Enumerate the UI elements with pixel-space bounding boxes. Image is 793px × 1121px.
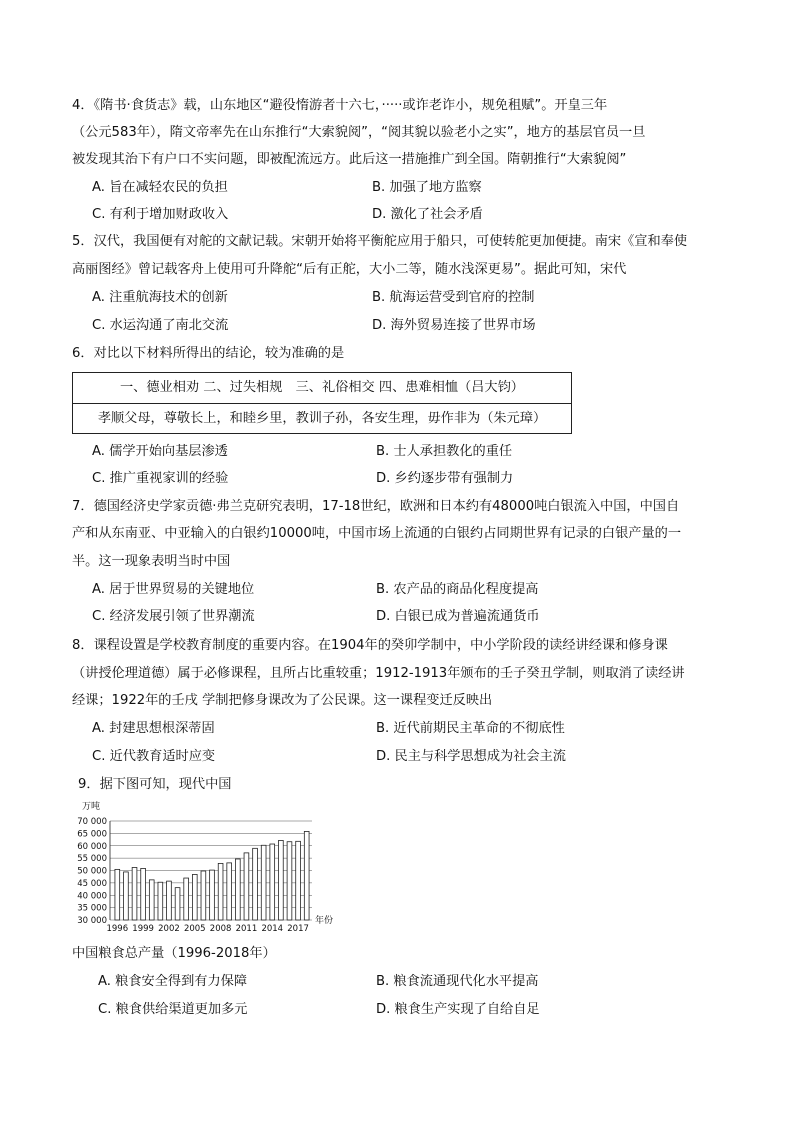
q6-material-row-1: 一、德业相劝 二、过失相规 三、礼俗相交 四、患难相恤（吕大钧）	[119, 380, 524, 395]
q4-option-d: D. 激化了社会矛盾	[372, 207, 483, 222]
chart-x-tick-label: 2017	[287, 924, 309, 934]
chart-y-tick-label: 45 000	[77, 878, 107, 889]
q8-line-2: （讲授伦理道德）属于必修课程，且所占比重较重；1912-1913年颁布的壬子癸丑学制，则取消了读经讲	[72, 666, 685, 681]
chart-x-tick-label: 2011	[235, 924, 258, 934]
q5-line-2: 高丽图经》曾记载客舟上使用可升降舵“后有正舵，大小二等，随水浅深更易”。据此可知，宋代	[72, 262, 627, 277]
q9-option-d: D. 粮食生产实现了自给自足	[376, 1002, 540, 1017]
q7-option-a: A. 居于世界贸易的关键地位	[92, 582, 255, 597]
q6-material-row-2: 孝顺父母，尊敬长上，和睦乡里，教训子孙，各安生理，毋作非为（朱元璋）	[97, 411, 547, 426]
chart-bar-2002	[167, 881, 172, 920]
q7-option-d: D. 白银已成为普遍流通货币	[376, 609, 540, 624]
q8-option-c: C. 近代教育适时应变	[92, 749, 216, 764]
q5-option-d: D. 海外贸易连接了世界市场	[372, 318, 536, 333]
chart-y-tick-label: 70 000	[77, 817, 107, 827]
chart-y-tick-label: 40 000	[77, 891, 107, 902]
q8-option-a: A. 封建思想根深蒂固	[92, 721, 215, 736]
chart-bar-2005	[192, 874, 197, 920]
q9-option-c: C. 粮食供给渠道更加多元	[98, 1002, 248, 1017]
chart-bar-2012	[253, 848, 258, 920]
q5-option-b: B. 航海运营受到官府的控制	[372, 290, 535, 305]
q7-option-c: C. 经济发展引领了世界潮流	[92, 609, 255, 624]
chart-bar-2013	[261, 845, 266, 920]
q8-option-b: B. 近代前期民主革命的不彻底性	[376, 721, 565, 736]
q7-option-b: B. 农产品的商品化程度提高	[376, 582, 539, 597]
chart-bar-1998	[132, 867, 137, 920]
chart-x-tick-label: 1996	[106, 924, 129, 934]
chart-x-tick-label: 2002	[158, 924, 180, 934]
chart-bar-2014	[270, 844, 275, 920]
q6-option-a: A. 儒学开始向基层渗透	[92, 444, 228, 459]
chart-y-tick-label: 30 000	[77, 916, 107, 926]
q4-option-b: B. 加强了地方监察	[372, 180, 482, 195]
chart-y-tick-label: 60 000	[77, 841, 107, 852]
q9-stem: 9．据下图可知，现代中国	[78, 777, 232, 792]
q9-option-b: B. 粮食流通现代化水平提高	[376, 974, 539, 989]
chart-x-tick-label: 2005	[183, 924, 206, 934]
q4-line-1: 4．《隋书·食货志》载，山东地区“避役惰游者十六七，·····或诈老诈小，规免租赋”。开皇三年	[72, 98, 608, 113]
chart-bar-2010	[235, 859, 240, 920]
q8-option-d: D. 民主与科学思想成为社会主流	[376, 749, 566, 764]
chart-x-tick-label: 1999	[132, 924, 154, 934]
q5-option-a: A. 注重航海技术的创新	[92, 290, 228, 305]
chart-y-tick-label: 50 000	[77, 866, 107, 877]
chart-bar-2008	[218, 863, 223, 920]
chart-bar-2006	[201, 871, 206, 920]
chart-y-tick-label: 65 000	[77, 829, 107, 840]
q6-material-table	[72, 372, 572, 434]
q6-option-c: C. 推广重视家训的经验	[92, 471, 229, 486]
q8-line-3: 经课；1922年的壬戌 学制把修身课改为了公民课。这一课程变迁反映出	[72, 693, 493, 708]
chart-bar-2016	[287, 842, 292, 920]
chart-x-axis-label: 年份	[315, 916, 334, 926]
chart-bar-2003	[175, 888, 180, 920]
chart-bar-2018	[304, 831, 309, 920]
chart-bar-2017	[296, 841, 301, 920]
chart-caption: 中国粮食总产量（1996-2018年）	[72, 946, 276, 961]
q5-option-c: C. 水运沟通了南北交流	[92, 318, 229, 333]
chart-bar-2009	[227, 863, 232, 920]
chart-bar-1999	[141, 868, 146, 920]
q4-option-a: A. 旨在减轻农民的负担	[92, 180, 228, 195]
q7-line-1: 7．德国经济史学家贡德·弗兰克研究表明，17-18世纪，欧洲和日本约有48000吨白银流入中国，中国自	[72, 499, 680, 514]
chart-bar-2011	[244, 853, 249, 920]
chart-y-tick-label: 35 000	[77, 903, 107, 914]
chart-y-tick-label: 55 000	[77, 854, 107, 865]
q8-line-1: 8．课程设置是学校教育制度的重要内容。在1904年的癸卯学制中，中小学阶段的读经讲经课和修身课	[72, 638, 668, 653]
chart-bar-2007	[210, 870, 215, 920]
chart-bar-1997	[124, 872, 129, 920]
chart-bar-2015	[279, 840, 284, 920]
chart-bar-2000	[149, 880, 154, 920]
q6-table-divider	[73, 403, 571, 404]
chart-bar-2001	[158, 882, 163, 920]
grain-output-chart	[72, 799, 342, 935]
q4-line-3: 被发现其治下有户口不实问题，即被配流远方。此后这一措施推广到全国。隋朝推行“大索貌阅”	[72, 152, 627, 167]
q9-option-a: A. 粮食安全得到有力保障	[98, 974, 248, 989]
chart-bar-2004	[184, 878, 189, 920]
chart-y-axis-label: 万吨	[82, 802, 101, 812]
chart-x-tick-label: 2008	[209, 924, 232, 934]
chart-bar-1996	[115, 869, 120, 920]
q5-line-1: 5．汉代，我国便有对舵的文献记载。宋朝开始将平衡舵应用于船只，可使转舵更加便捷。南宋《宣和奉使	[72, 234, 688, 249]
chart-x-tick-label: 2014	[261, 924, 284, 934]
q4-option-c: C. 有利于增加财政收入	[92, 207, 229, 222]
q7-line-3: 半。这一现象表明当时中国	[72, 554, 231, 569]
q6-option-d: D. 乡约逐步带有强制力	[376, 471, 514, 486]
q6-stem: 6．对比以下材料所得出的结论，较为准确的是	[72, 346, 345, 361]
q7-line-2: 产和从东南亚、中亚输入的白银约10000吨，中国市场上流通的白银约占同期世界有记录的白银产量的一	[72, 526, 682, 541]
q6-option-b: B. 士人承担教化的重任	[376, 444, 513, 459]
q4-line-2: （公元583年），隋文帝率先在山东推行“大索貌阅”，“阅其貌以验老小之实”，地方的基层官员一旦	[72, 125, 646, 140]
